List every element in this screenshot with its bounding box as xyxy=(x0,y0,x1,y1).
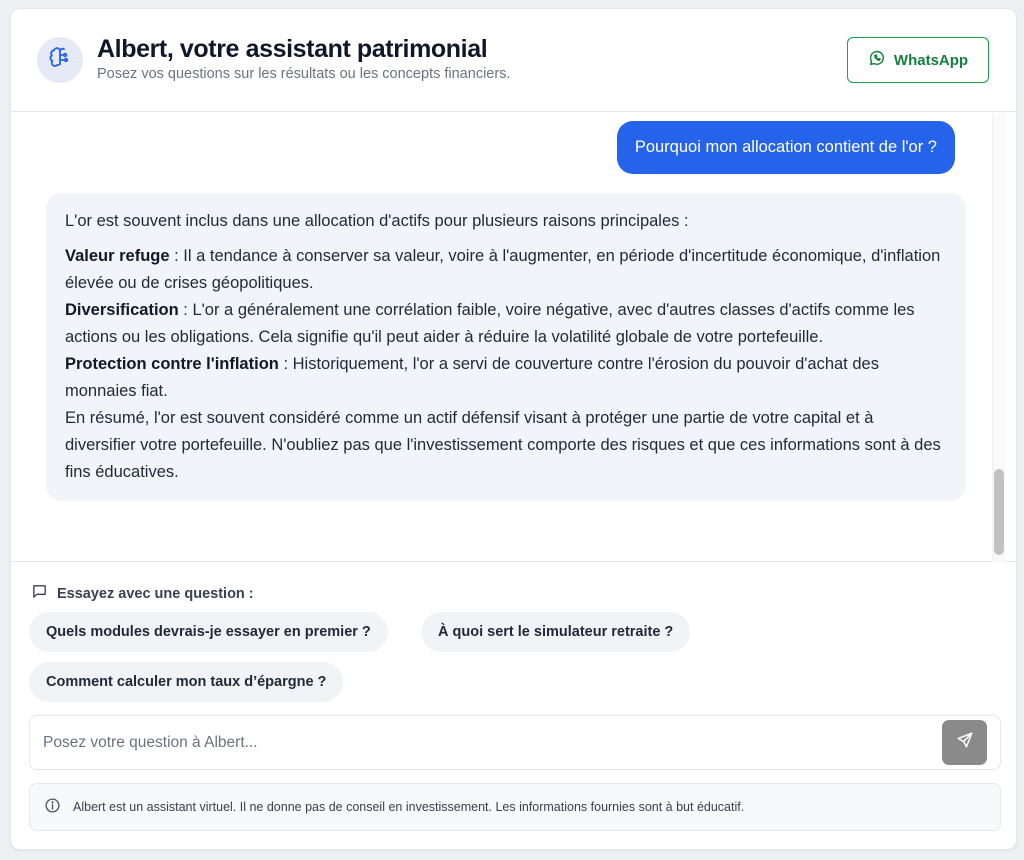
whatsapp-icon xyxy=(868,49,886,71)
send-button[interactable] xyxy=(942,720,987,765)
suggestions-heading xyxy=(31,583,254,604)
suggestion-chip[interactable]: Quels modules devrais-je essayer en premier ? xyxy=(29,612,388,652)
suggestions-heading-label: Essayez avec une question : xyxy=(57,585,254,602)
user-message: Pourquoi mon allocation contient de l'or ? xyxy=(617,121,955,174)
assistant-message-point xyxy=(65,243,947,297)
point-text: : L'or a généralement une corrélation faible, voire négative, avec d'autres classes d'actifs comme les actions ou les obligations. Cela signifie qu'il peut aider à réduire la volatilité globale de votre portefeuille. xyxy=(65,301,915,346)
assistant-message-conclusion: En résumé, l'or est souvent considéré comme un actif défensif visant à protéger une partie de votre capital et à diversifier votre portefeuille. N'oubliez pas que l'investissement comporte des risques et que ces informations sont à des fins éducatives. xyxy=(65,409,941,481)
brain-icon xyxy=(48,46,72,75)
whatsapp-button[interactable] xyxy=(847,37,989,83)
info-icon xyxy=(44,797,61,817)
point-term: Valeur refuge xyxy=(65,247,170,265)
disclaimer-banner xyxy=(29,783,1001,831)
message-list[interactable] xyxy=(11,113,1016,562)
page-subtitle: Posez vos questions sur les résultats ou les concepts financiers. xyxy=(97,66,511,82)
point-term: Diversification xyxy=(65,301,179,319)
assistant-message-intro: L'or est souvent inclus dans une allocation d'actifs pour plusieurs raisons principales : xyxy=(65,212,689,230)
assistant-message-point xyxy=(65,297,947,351)
disclaimer-text: Albert est un assistant virtuel. Il ne donne pas de conseil en investissement. Les informations fournies sont à but éducatif. xyxy=(73,800,745,814)
point-term: Protection contre l'inflation xyxy=(65,355,279,373)
page-title: Albert, votre assistant patrimonial xyxy=(97,35,488,63)
assistant-message-point xyxy=(65,351,947,405)
chat-panel xyxy=(10,8,1017,850)
point-text: : Il a tendance à conserver sa valeur, voire à l'augmenter, en période d'incertitude économique, d'inflation élevée ou de crises géopolitiques. xyxy=(65,247,941,292)
suggestion-chip[interactable]: Comment calculer mon taux d’épargne ? xyxy=(29,662,343,702)
whatsapp-label: WhatsApp xyxy=(893,51,969,69)
assistant-message xyxy=(46,193,966,501)
assistant-avatar xyxy=(37,37,83,83)
message-square-icon xyxy=(31,583,48,604)
send-icon xyxy=(956,731,974,754)
chat-header xyxy=(11,9,1016,112)
suggestion-chip[interactable]: À quoi sert le simulateur retraite ? xyxy=(421,612,690,652)
point-text: : Historiquement, l'or a servi de couverture contre l'érosion du pouvoir d'achat des monnaies fiat. xyxy=(65,355,879,400)
message-composer xyxy=(29,715,1001,770)
scrollbar-thumb[interactable] xyxy=(994,469,1004,555)
message-input[interactable] xyxy=(43,716,923,769)
